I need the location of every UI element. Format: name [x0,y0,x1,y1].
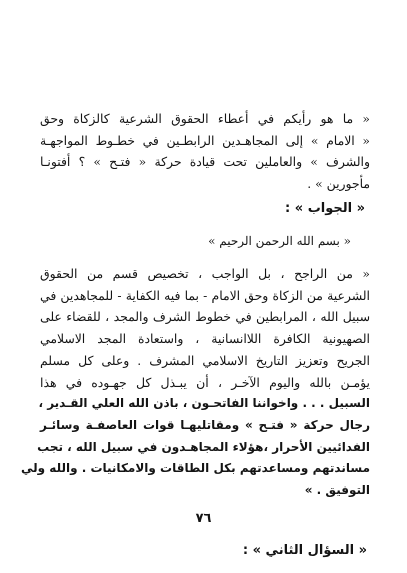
answer-line: « من الراجح ، بل الواجب ، تخصيص قسم من الحقوق [40,266,370,281]
question-line: مأجورين » . [307,176,370,192]
answer-heading: « الجواب » : [285,201,365,216]
question-line: « الامام » إلى المجاهـدين الرابطـين في خطـوط المواجهـة [40,132,370,148]
answer-line: رجال حركة « فتـح » ومقاتليهـا قوات العاصفـة وسائـر [40,417,370,432]
answer-line: الشرعية من الزكاة وحق الامام - بما فيه الكفاية - للمجاهدين في [40,287,370,303]
basmala: « بسم الله الرحمن الرحيم » [208,234,351,248]
answer-paragraph [21,263,370,502]
answer-line: مساندتهم ومساعدتهم بكل الطاقات والامكانيات . والله ولي [21,461,370,476]
question-line: والشرف » والعاملين تحت قيادة حركة « فتـح » ؟ أفتونـا [40,154,370,170]
answer-line: السبيل . . . واخواننا الفاتحـون ، باذن الله العلي القـدير ، [38,396,370,411]
answer-line: الجريح وتعزيز التاريخ الاسلامي المشرف . وعلى كل مسلم [40,352,370,368]
answer-line: سبيل الله ، المرابطين في خطوط الشرف والمجد ، للقضاء على [40,309,370,325]
next-question-heading: « السؤال الثاني » : [242,543,367,558]
answer-line: الفدائيين الأحرار ،هؤلاء المجاهـدون في سبيل الله ، تجب [37,439,370,454]
answer-line: الصهيونية الكافرة اللاانسانية ، واستعادة المجد الاسلامي [40,331,370,347]
question-paragraph [40,108,370,195]
answer-line: يؤمـن بالله واليوم الآخـر ، أن يبـذل كل جهـوده في هذا [40,374,370,390]
answer-line: التوفيق . » [304,483,370,498]
page-number: ٧٦ [195,511,212,526]
question-line: « ما هو رأيكم في أعطاء الحقوق الشرعية كالزكاة وحق [40,111,370,126]
